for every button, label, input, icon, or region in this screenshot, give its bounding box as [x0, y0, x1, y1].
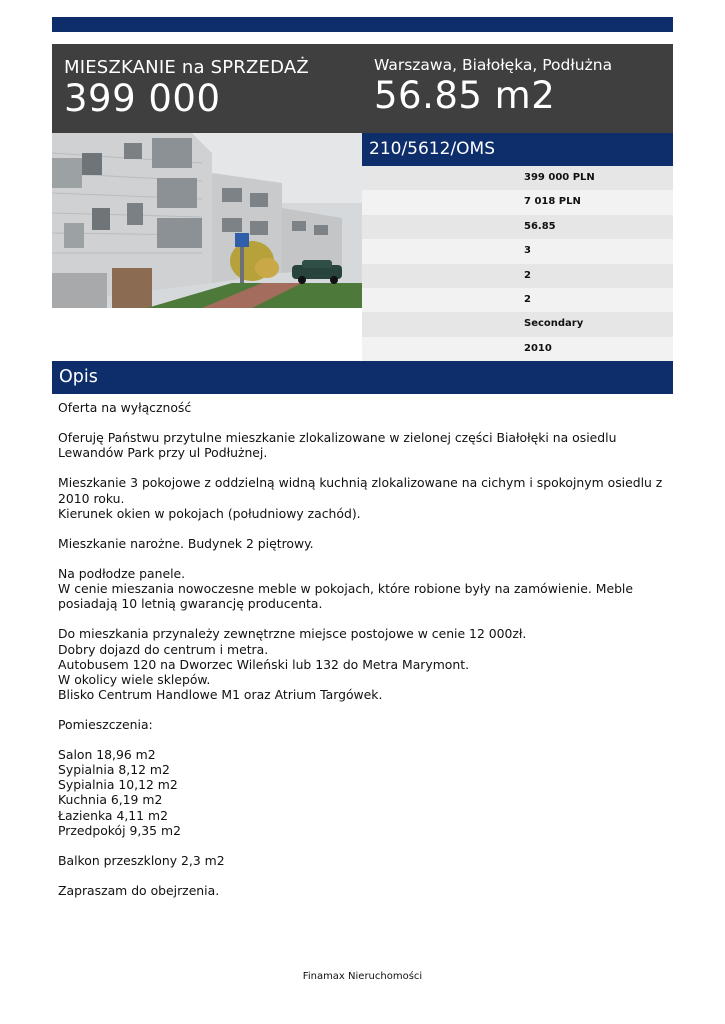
detail-value: 399 000 PLN	[524, 172, 595, 183]
detail-row-floors	[362, 288, 673, 312]
detail-row-market	[362, 312, 673, 336]
description-section-header	[52, 361, 673, 394]
description-body	[58, 400, 668, 898]
detail-value: 56.85	[524, 220, 556, 232]
section-title: Opis	[59, 367, 98, 387]
detail-value: Secondary	[524, 318, 584, 330]
listing-area: 56.85 m2	[374, 74, 556, 117]
detail-row-price	[362, 166, 673, 190]
detail-value: 2	[524, 269, 531, 281]
details-table	[362, 166, 673, 361]
listing-price: 399 000	[64, 77, 221, 120]
reference-number: 210/5612/OMS	[369, 139, 496, 159]
reference-bar	[362, 133, 673, 166]
footer-agency: Finamax Nieruchomości	[302, 971, 423, 982]
listing-location: Warszawa, Białołęka, Podłużna	[374, 56, 613, 74]
detail-row-floor	[362, 264, 673, 288]
detail-value: 2010	[524, 342, 552, 354]
property-photo	[52, 133, 362, 308]
detail-value: 3	[524, 245, 531, 257]
description-text: Oferta na wyłączność Oferuję Państwu przytulne mieszkanie zlokalizowane w zielonej części Białołęki na osiedlu Lewandów Park przy ul Podłużnej. Mieszkanie 3 pokojowe z oddzielną widną kuchnią zlokalizowane na cichym i spokojnym osiedlu z 2010 roku. Kierunek okien w pokojach (południowy zachód). Mieszkanie narożne. Budynek 2 piętrowy. Na podłodze panele. W cenie mieszania nowoczesne meble w pokojach, które robione były na zamówienie. Meble posiadają 10 letnią gwarancję producenta. Do mieszkania przynależy zewnętrzne miejsce postojowe w cenie 12 000zł. Dobry dojazd do centrum i metra. Autobusem 120 na Dworzec Wileński lub 132 do Metra Marymont. W okolicy wiele sklepów. Blisko Centrum Handlowe M1 oraz Atrium Targówek. Pomieszczenia: Salon 18,96 m2 Sypialnia 8,12 m2 Sypialnia 10,12 m2 Kuchnia 6,19 m2 Łazienka 4,11 m2 Przedpokój 9,35 m2 Balkon przeszklony 2,3 m2 Zapraszam do obejrzenia.	[58, 400, 663, 898]
listing-header	[52, 44, 673, 133]
detail-row-area	[362, 215, 673, 239]
detail-row-year	[362, 337, 673, 361]
top-accent-bar	[52, 17, 673, 32]
detail-value: 2	[524, 293, 531, 305]
detail-row-price-per-m2	[362, 190, 673, 214]
detail-value: 7 018 PLN	[524, 196, 581, 208]
listing-type: MIESZKANIE na SPRZEDAŻ	[64, 57, 309, 78]
detail-row-rooms	[362, 239, 673, 263]
